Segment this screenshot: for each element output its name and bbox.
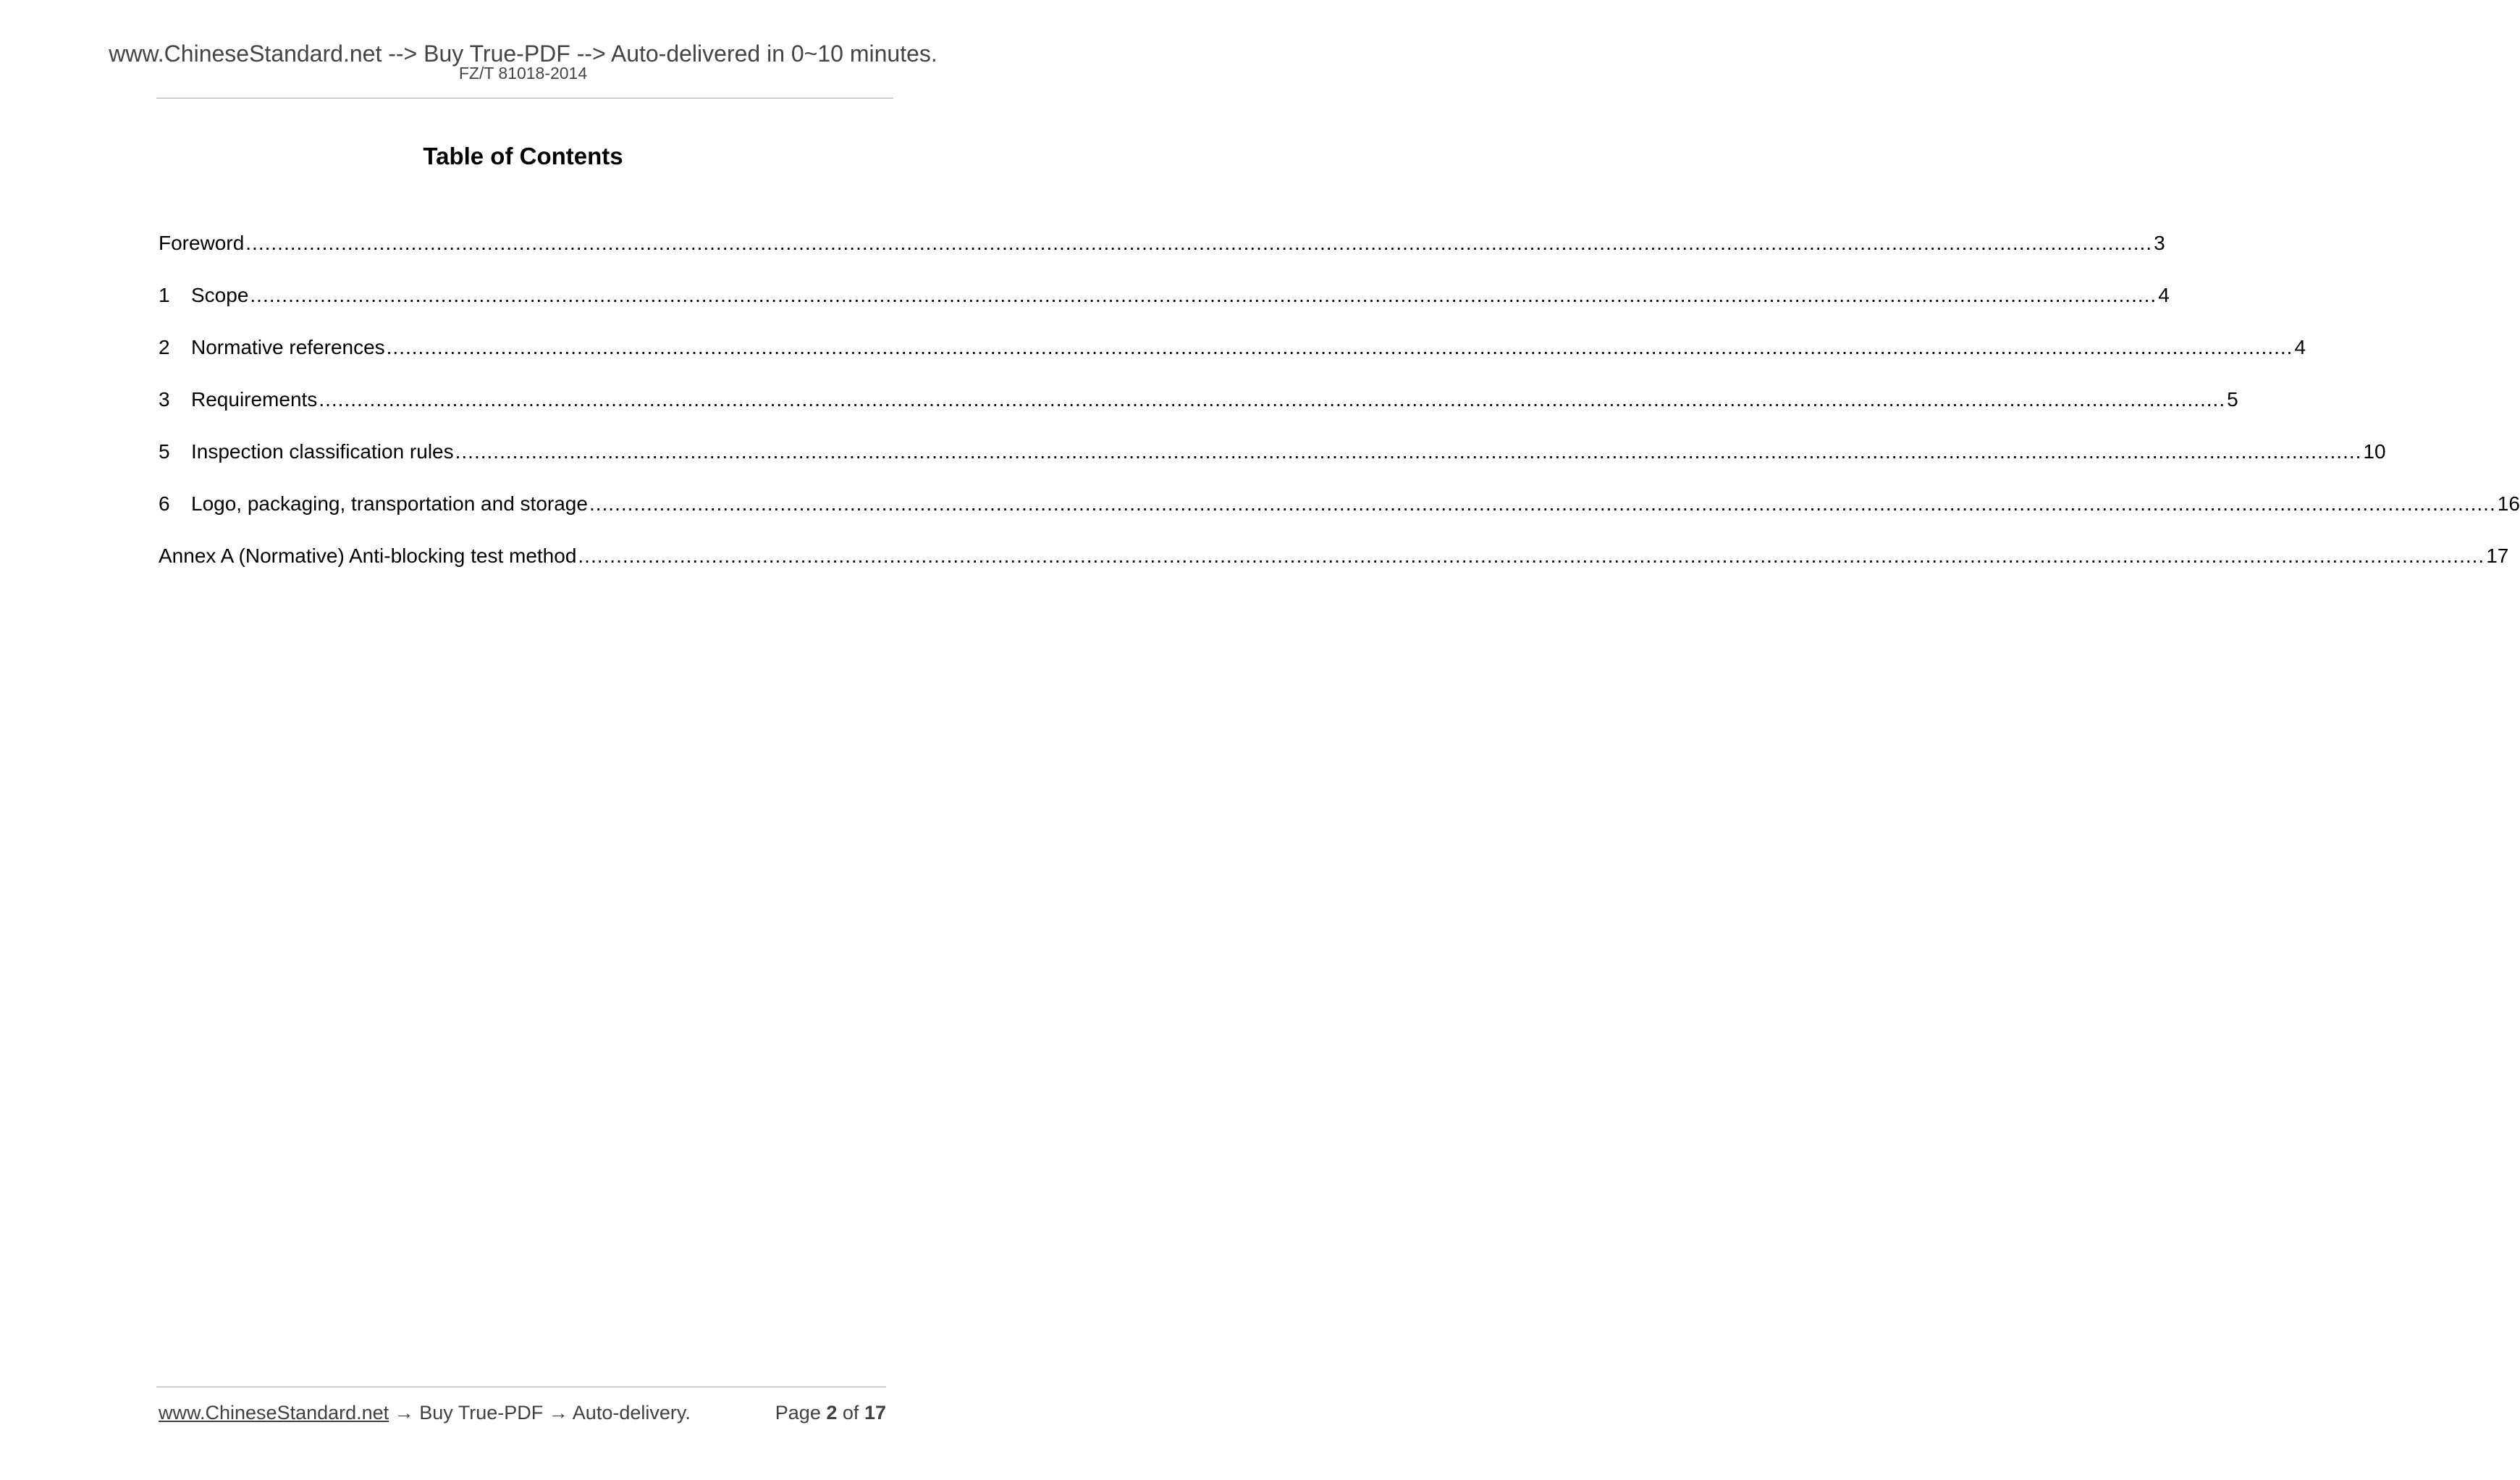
toc-entry-logo-packaging[interactable]	[159, 489, 2520, 542]
footer-site-link[interactable]: www.ChineseStandard.net	[159, 1402, 389, 1424]
toc-entry-page: 17	[2486, 545, 2509, 567]
toc-entry-requirements[interactable]	[159, 385, 2238, 437]
toc-dot-leader: ............................................................................................................................................................................................................................................................................................................	[589, 492, 2496, 515]
toc-dot-leader: ............................................................................................................................................................................................................................................................................................................	[245, 232, 2153, 254]
toc-entry-foreword[interactable]	[159, 229, 2165, 281]
top-banner: www.ChineseStandard.net --> Buy True-PDF --> Auto-delivered in 0~10 minutes.	[109, 41, 937, 67]
toc-entry-number: 1	[159, 284, 170, 306]
toc-entry-scope[interactable]	[159, 281, 2170, 333]
arrow-right-icon: →	[394, 1402, 414, 1424]
footer-delivery-text: Auto-delivery.	[572, 1402, 691, 1424]
footer-buy-text: Buy True-PDF	[419, 1402, 544, 1424]
page-of: of	[842, 1402, 859, 1424]
toc-entry-normative-references[interactable]	[159, 333, 2306, 385]
toc-entry-page: 10	[2363, 440, 2386, 463]
document-code: FZ/T 81018-2014	[458, 64, 588, 83]
arrow-right-icon: →	[548, 1402, 568, 1424]
toc-entry-label: Requirements	[191, 388, 318, 411]
page-total: 17	[864, 1402, 886, 1424]
toc-dot-leader: ............................................................................................................................................................................................................................................................................................................	[386, 336, 2293, 358]
page-current: 2	[826, 1402, 838, 1424]
toc-entry-inspection-rules[interactable]	[159, 437, 2386, 489]
toc-entry-label: Logo, packaging, transportation and storage	[191, 492, 588, 515]
toc-dot-leader: ............................................................................................................................................................................................................................................................................................................	[319, 388, 2226, 411]
toc-entry-number: 3	[159, 388, 170, 411]
toc-entry-page: 4	[2294, 336, 2306, 358]
page-prefix: Page	[775, 1402, 821, 1424]
toc-entry-number: 5	[159, 440, 170, 463]
toc-entry-label: Foreword	[159, 232, 245, 254]
toc-dot-leader: ............................................................................................................................................................................................................................................................................................................	[250, 284, 2157, 306]
toc-dot-leader: ............................................................................................................................................................................................................................................................................................................	[455, 440, 2362, 463]
page-footer	[159, 1400, 886, 1425]
toc-dot-leader: ............................................................................................................................................................................................................................................................................................................	[578, 545, 2485, 567]
toc-entry-page: 5	[2227, 388, 2238, 411]
toc-title: Table of Contents	[423, 143, 623, 169]
toc-entry-page: 3	[2154, 232, 2165, 254]
page-number	[775, 1400, 886, 1425]
toc-entry-page: 4	[2158, 284, 2170, 306]
footer-promo	[159, 1400, 691, 1425]
toc-entry-label: Annex A (Normative) Anti-blocking test method	[159, 545, 577, 567]
toc-entry-number: 6	[159, 492, 170, 515]
toc-entry-page: 16	[2497, 492, 2520, 515]
toc-list	[159, 229, 2520, 594]
toc-entry-label: Scope	[191, 284, 249, 306]
toc-entry-annex-a[interactable]	[159, 542, 2509, 594]
toc-entry-label: Normative references	[191, 336, 385, 358]
toc-entry-number: 2	[159, 336, 170, 358]
toc-entry-label: Inspection classification rules	[191, 440, 454, 463]
